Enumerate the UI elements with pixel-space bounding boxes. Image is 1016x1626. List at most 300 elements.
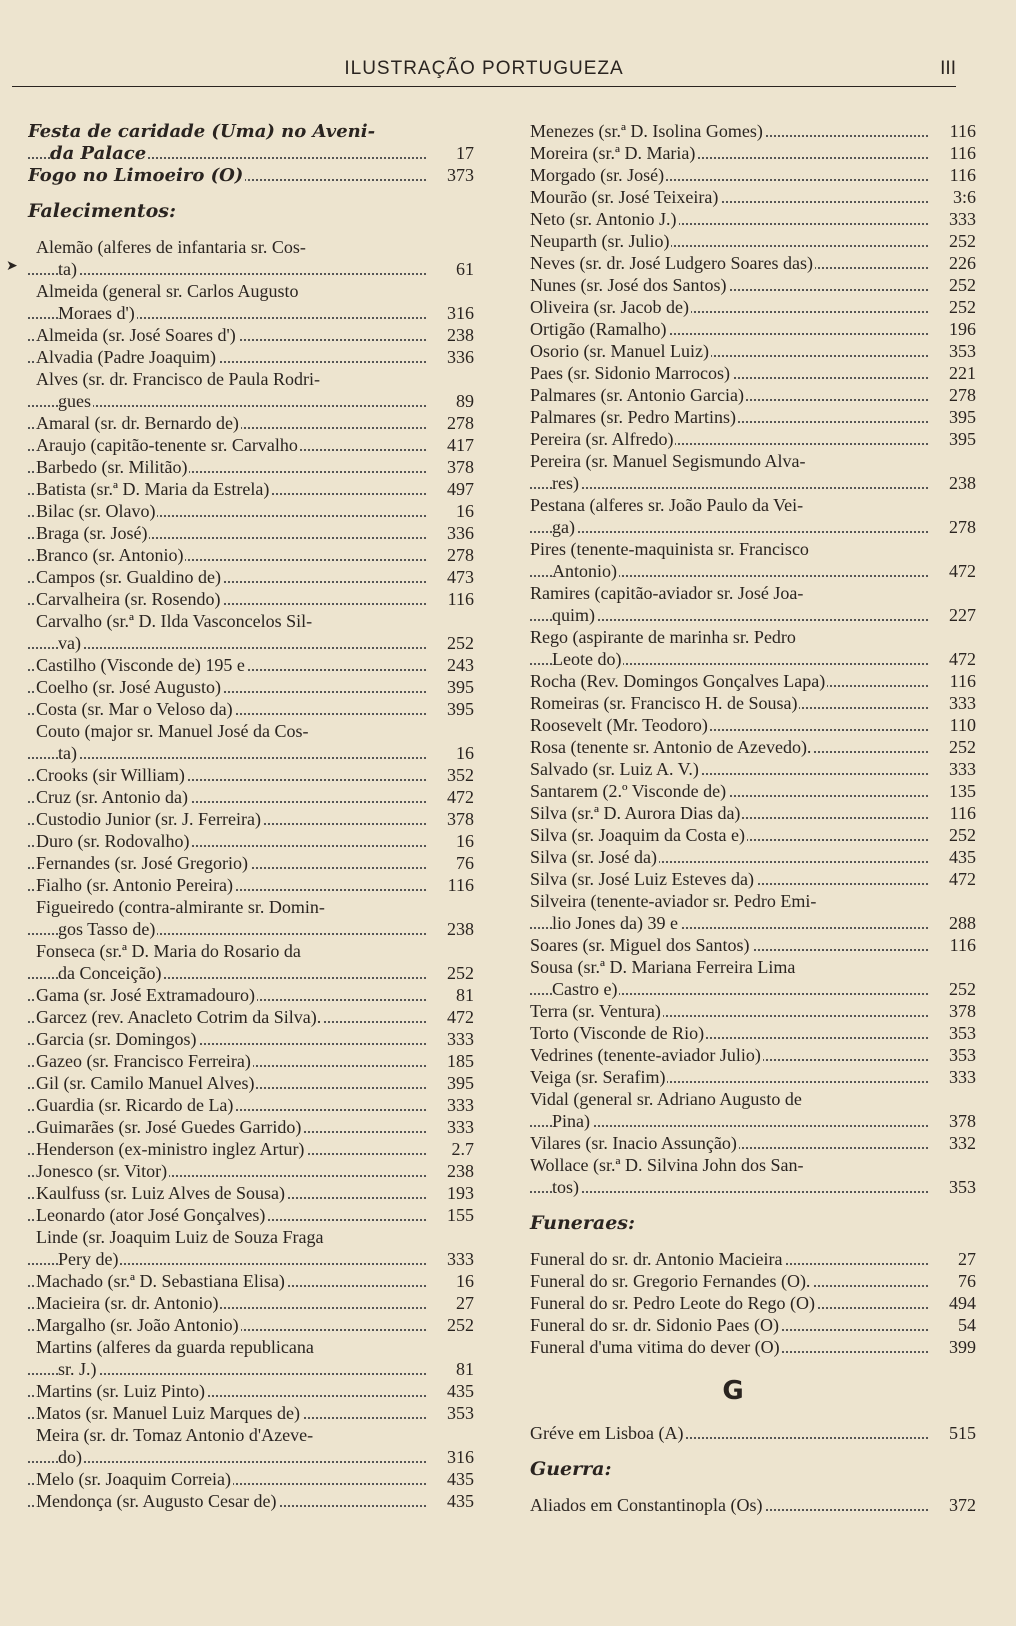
page-ref: 435 (426, 1490, 474, 1512)
page-ref: 278 (928, 384, 976, 406)
page-ref: 333 (426, 1094, 474, 1116)
page-ref: 472 (928, 648, 976, 670)
index-entry (28, 1226, 474, 1248)
entry-text: Santarem (2.º Visconde de) (530, 781, 727, 801)
greve-line (530, 1422, 976, 1444)
index-entry (28, 1402, 474, 1424)
section-letter: G (722, 1376, 744, 1406)
page-ref: 372 (928, 1494, 976, 1516)
entry-text: Silveira (tenente-aviador sr. Pedro Emi- (530, 891, 817, 911)
page-ref: 81 (426, 984, 474, 1006)
page-ref: 316 (426, 1446, 474, 1468)
entry-text: Salvado (sr. Luiz A. V.) (530, 759, 699, 779)
index-entry (530, 978, 976, 1000)
index-entry (28, 412, 474, 434)
index-entry (530, 208, 976, 230)
entry-text: Sousa (sr.ª D. Mariana Ferreira Lima (530, 957, 796, 977)
index-entry (28, 1446, 474, 1468)
entry-text: ga) (552, 517, 575, 537)
entry-text: Terra (sr. Ventura) (530, 1001, 661, 1021)
page-ref: 378 (928, 1110, 976, 1132)
entry-text: Alves (sr. dr. Francisco de Paula Rodri- (36, 369, 320, 389)
page-ref: 473 (426, 566, 474, 588)
index-entry (530, 494, 976, 516)
funeral-entry (530, 1292, 976, 1314)
page-ref: 238 (426, 918, 474, 940)
page-ref: 116 (928, 802, 976, 824)
entry-text: Duro (sr. Rodovalho) (36, 831, 190, 851)
index-entry (530, 428, 976, 450)
page-ref: 333 (426, 1248, 474, 1270)
page-ref: 399 (928, 1336, 976, 1358)
index-entry (28, 566, 474, 588)
festa-entry (28, 120, 474, 164)
page-ref: 435 (426, 1468, 474, 1490)
index-entry (28, 1094, 474, 1116)
index-entry (28, 1424, 474, 1446)
festa-line (28, 142, 474, 164)
index-entry (28, 808, 474, 830)
index-entry (28, 1160, 474, 1182)
page-ref: 353 (928, 1044, 976, 1066)
entry-text: Castilho (Visconde de) 195 e (36, 655, 245, 675)
page-ref: 116 (928, 670, 976, 692)
entry-text: Wollace (sr.ª D. Silvina John dos San- (530, 1155, 804, 1175)
page-ref: 76 (426, 852, 474, 874)
falecimentos-heading: Falecimentos: (28, 200, 177, 222)
entry-text: Fernandes (sr. José Gregorio) (36, 853, 248, 873)
entry-text: Funeral do sr. dr. Antonio Macieira (530, 1249, 783, 1269)
index-entry (28, 324, 474, 346)
entry-text: Fonseca (sr.ª D. Maria do Rosario da (36, 941, 301, 961)
fogo-line (28, 164, 474, 186)
entry-text: res) (552, 473, 579, 493)
entry-text: Barbedo (sr. Militão) (36, 457, 188, 477)
entry-text: Coelho (sr. José Augusto) (36, 677, 222, 697)
index-entry (530, 846, 976, 868)
entry-text: Almeida (sr. José Soares d') (36, 325, 236, 345)
index-entry (530, 406, 976, 428)
index-entry (530, 164, 976, 186)
guerra-heading: Guerra: (530, 1458, 612, 1480)
index-entry (28, 962, 474, 984)
falecimentos-list-left (28, 236, 474, 1512)
page-ref: 472 (426, 1006, 474, 1028)
index-entry (28, 654, 474, 676)
entry-text: Silva (sr. Joaquim da Costa e) (530, 825, 745, 845)
entry-text: Neuparth (sr. Julio) (530, 231, 670, 251)
page-ref: 135 (928, 780, 976, 802)
page-ref: 243 (426, 654, 474, 676)
page-ref: 196 (928, 318, 976, 340)
entry-text: Martins (sr. Luiz Pinto) (36, 1381, 205, 1401)
entry-text: Figueiredo (contra-almirante sr. Domin- (36, 897, 325, 917)
entry-text: Leonardo (ator José Gonçalves) (36, 1205, 266, 1225)
index-entry (530, 736, 976, 758)
page-ref: 353 (928, 340, 976, 362)
entry-text: Morgado (sr. José) (530, 165, 665, 185)
page-ref: 472 (928, 868, 976, 890)
index-entry (530, 318, 976, 340)
index-entry (28, 1358, 474, 1380)
entry-text: va) (58, 633, 81, 653)
entry-text: Soares (sr. Miguel dos Santos) (530, 935, 750, 955)
page-ref: 417 (426, 434, 474, 456)
page-ref: 278 (426, 412, 474, 434)
page-ref: 27 (928, 1248, 976, 1270)
leader-dots (28, 757, 426, 759)
page-ref: 353 (928, 1022, 976, 1044)
page-ref: 352 (426, 764, 474, 786)
index-entry (28, 434, 474, 456)
entry-text: Neto (sr. Antonio J.) (530, 209, 677, 229)
index-entry (530, 538, 976, 560)
index-entry (530, 296, 976, 318)
entry-text: Gil (sr. Camilo Manuel Alves) (36, 1073, 255, 1093)
page-ref: 27 (426, 1292, 474, 1314)
entry-text: da Conceição) (58, 963, 162, 983)
index-entry (28, 742, 474, 764)
entry-text: Rego (aspirante de marinha sr. Pedro (530, 627, 796, 647)
left-column (28, 120, 474, 1512)
index-entry (530, 604, 976, 626)
index-entry (530, 472, 976, 494)
index-entry (28, 940, 474, 962)
page-ref: 16 (426, 742, 474, 764)
page-ref: 238 (426, 1160, 474, 1182)
entry-text: Silva (sr.ª D. Aurora Dias da) (530, 803, 741, 823)
entry-text: Festa de caridade (Uma) no Aveni- (28, 121, 376, 142)
fogo-entry (28, 164, 474, 186)
page-ref: 17 (426, 142, 474, 164)
index-entry (530, 1044, 976, 1066)
page-ref: 252 (928, 296, 976, 318)
entry-text: Funeral do sr. dr. Sidonio Paes (O) (530, 1315, 779, 1335)
entry-text: Castro e) (552, 979, 618, 999)
entry-text: Fialho (sr. Antonio Pereira) (36, 875, 233, 895)
index-entry (28, 764, 474, 786)
page-ref: 185 (426, 1050, 474, 1072)
page-header (12, 56, 956, 87)
index-entry (28, 1292, 474, 1314)
index-entry (28, 1490, 474, 1512)
index-entry (530, 956, 976, 978)
page-ref: 494 (928, 1292, 976, 1314)
page-ref: 116 (928, 934, 976, 956)
entry-text: Antonio) (552, 561, 617, 581)
entry-text: Pereira (sr. Manuel Segismundo Alva- (530, 451, 806, 471)
page-ref: 252 (928, 230, 976, 252)
entry-text: Mendonça (sr. Augusto Cesar de) (36, 1491, 277, 1511)
entry-text: Couto (major sr. Manuel José da Cos- (36, 721, 309, 741)
leader-dots (28, 273, 426, 275)
page-ref: 252 (426, 1314, 474, 1336)
entry-text: Batista (sr.ª D. Maria da Estrela) (36, 479, 270, 499)
index-entry (530, 670, 976, 692)
page-ref: 333 (928, 692, 976, 714)
entry-text: Nunes (sr. José dos Santos) (530, 275, 727, 295)
index-entry (530, 450, 976, 472)
entry-text: Garcez (rev. Anacleto Cotrim da Silva). (36, 1007, 322, 1027)
guerra-entry (530, 1494, 976, 1516)
festa-line (28, 120, 474, 142)
index-entry (530, 560, 976, 582)
funeral-entry (530, 1314, 976, 1336)
index-entry (28, 1072, 474, 1094)
entry-text: Mourão (sr. José Teixeira) (530, 187, 719, 207)
page-ref: 333 (928, 758, 976, 780)
entry-text: Branco (sr. Antonio) (36, 545, 184, 565)
entry-text: do) (58, 1447, 82, 1467)
index-entry (28, 544, 474, 566)
entry-text: Funeral do sr. Gregorio Fernandes (O). (530, 1271, 811, 1291)
entry-text: Gama (sr. José Extramadouro) (36, 985, 255, 1005)
index-entry (530, 758, 976, 780)
page-ref: 252 (928, 736, 976, 758)
page-ref: 16 (426, 1270, 474, 1292)
index-entry (28, 918, 474, 940)
page-ref: 76 (928, 1270, 976, 1292)
entry-text: Machado (sr.ª D. Sebastiana Elisa) (36, 1271, 285, 1291)
index-entry (530, 340, 976, 362)
funeral-entry (530, 1336, 976, 1358)
index-entry (28, 302, 474, 324)
entry-text: Vilares (sr. Inacio Assunção) (530, 1133, 737, 1153)
index-entry (530, 1066, 976, 1088)
page-ref: 336 (426, 346, 474, 368)
leader-dots (28, 1461, 426, 1463)
page-ref: 252 (928, 978, 976, 1000)
entry-text: Veiga (sr. Serafim) (530, 1067, 666, 1087)
entry-text: quim) (552, 605, 595, 625)
page-ref: 472 (928, 560, 976, 582)
index-entry (28, 478, 474, 500)
falecimentos-list-right (530, 120, 976, 1198)
index-entry (28, 1182, 474, 1204)
entry-text: Custodio Junior (sr. J. Ferreira) (36, 809, 261, 829)
index-entry (530, 1132, 976, 1154)
page-number: III (940, 58, 956, 79)
entry-text: Romeiras (sr. Francisco H. de Sousa) (530, 693, 798, 713)
page-ref: 333 (928, 208, 976, 230)
page-ref: 435 (928, 846, 976, 868)
index-entry (530, 1022, 976, 1044)
index-entry (530, 516, 976, 538)
entry-text: Garcia (sr. Domingos) (36, 1029, 197, 1049)
entry-text: Henderson (ex-ministro inglez Artur) (36, 1139, 305, 1159)
page-ref: 16 (426, 830, 474, 852)
page-ref: 378 (426, 456, 474, 478)
entry-text: da Palace (50, 143, 147, 164)
entry-text: Pires (tenente-maquinista sr. Francisco (530, 539, 809, 559)
entry-text: Silva (sr. José Luiz Esteves da) (530, 869, 754, 889)
entry-text: Margalho (sr. João Antonio) (36, 1315, 239, 1335)
page-ref: 221 (928, 362, 976, 384)
page-ref: 336 (426, 522, 474, 544)
leader-dots (28, 647, 426, 649)
index-entry (28, 830, 474, 852)
funeral-entry (530, 1248, 976, 1270)
publication-title: ILUSTRAÇÃO PORTUGUEZA (344, 58, 624, 79)
index-entry (28, 1028, 474, 1050)
entry-text: Alvadia (Padre Joaquim) (36, 347, 216, 367)
page-ref: 61 (426, 258, 474, 280)
index-entry (28, 1006, 474, 1028)
index-entry (28, 280, 474, 302)
entry-text: Moreira (sr.ª D. Maria) (530, 143, 696, 163)
right-column (530, 120, 976, 1516)
page-ref: 252 (928, 274, 976, 296)
index-entry (28, 236, 474, 258)
page-ref: 497 (426, 478, 474, 500)
index-entry (28, 456, 474, 478)
page-ref: 333 (928, 1066, 976, 1088)
entry-text: Ortigão (Ramalho) (530, 319, 667, 339)
index-entry (28, 632, 474, 654)
page-ref: 333 (426, 1028, 474, 1050)
index-entry (28, 1468, 474, 1490)
entry-text: Vidal (general sr. Adriano Augusto de (530, 1089, 802, 1109)
entry-text: ta) (58, 743, 77, 763)
entry-text: Meira (sr. dr. Tomaz Antonio d'Azeve- (36, 1425, 314, 1445)
page-ref: 238 (928, 472, 976, 494)
page-ref: 373 (426, 164, 474, 186)
page-ref: 116 (928, 164, 976, 186)
index-entry (28, 368, 474, 390)
index-entry (28, 1270, 474, 1292)
entry-text: Guimarães (sr. José Guedes Garrido) (36, 1117, 302, 1137)
entry-text: ta) (58, 259, 77, 279)
entry-text: Osorio (sr. Manuel Luiz) (530, 341, 709, 361)
index-entry (530, 648, 976, 670)
entry-text: sr. J.) (58, 1359, 97, 1379)
funeraes-heading: Funeraes: (530, 1212, 635, 1234)
index-entry (28, 610, 474, 632)
page-ref: 378 (426, 808, 474, 830)
index-entry (530, 252, 976, 274)
index-entry (28, 1248, 474, 1270)
entry-text: Almeida (general sr. Carlos Augusto (36, 281, 299, 301)
entry-text: Paes (sr. Sidonio Marrocos) (530, 363, 730, 383)
entry-text: Pestana (alferes sr. João Paulo da Vei- (530, 495, 804, 515)
entry-text: Aliados em Constantinopla (Os) (530, 1495, 763, 1515)
entry-text: gos Tasso de) (58, 919, 156, 939)
index-entry (28, 258, 474, 280)
index-entry (530, 868, 976, 890)
entry-text: Braga (sr. José) (36, 523, 148, 543)
entry-text: Menezes (sr.ª D. Isolina Gomes) (530, 121, 763, 141)
index-entry (530, 780, 976, 802)
index-entry (530, 384, 976, 406)
page-ref: 116 (426, 874, 474, 896)
index-entry (530, 1154, 976, 1176)
entry-text: Martins (alferes da guarda republicana (36, 1337, 314, 1357)
entry-text: Bilac (sr. Olavo) (36, 501, 156, 521)
index-entry (28, 1204, 474, 1226)
leader-dots (530, 487, 928, 489)
entry-text: Gréve em Lisboa (A) (530, 1423, 684, 1443)
page-ref: 353 (928, 1176, 976, 1198)
index-entry (28, 786, 474, 808)
entry-text: Fogo no Limoeiro (O) (28, 165, 244, 186)
index-entry (530, 1110, 976, 1132)
index-entry (530, 912, 976, 934)
entry-text: Rosa (tenente sr. Antonio de Azevedo). (530, 737, 812, 757)
index-entry (530, 692, 976, 714)
entry-text: tos) (552, 1177, 579, 1197)
index-entry (28, 676, 474, 698)
index-entry (28, 390, 474, 412)
index-entry (530, 186, 976, 208)
page-ref: 227 (928, 604, 976, 626)
greve-entry (530, 1422, 976, 1444)
entry-text: Pina) (552, 1111, 590, 1131)
page-ref: 395 (928, 406, 976, 428)
entry-text: Carvalho (sr.ª D. Ilda Vasconcelos Sil- (36, 611, 313, 631)
entry-text: Melo (sr. Joaquim Correia) (36, 1469, 231, 1489)
page-ref: 252 (928, 824, 976, 846)
index-entry (28, 1314, 474, 1336)
index-entry (530, 1000, 976, 1022)
entry-text: Vedrines (tenente-aviador Julio) (530, 1045, 761, 1065)
page-ref: 378 (928, 1000, 976, 1022)
entry-text: Ramires (capitão-aviador sr. José Joa- (530, 583, 804, 603)
entry-text: Palmares (sr. Pedro Martins) (530, 407, 736, 427)
page-ref: 3:6 (928, 186, 976, 208)
index-entry (28, 1138, 474, 1160)
entry-text: Funeral do sr. Pedro Leote do Rego (O) (530, 1293, 815, 1313)
page-ref: 353 (426, 1402, 474, 1424)
page-ref: 16 (426, 500, 474, 522)
index-entry (530, 824, 976, 846)
page-ref: 515 (928, 1422, 976, 1444)
page-ref: 333 (426, 1116, 474, 1138)
index-entry (530, 626, 976, 648)
index-entry (28, 874, 474, 896)
entry-text: Matos (sr. Manuel Luiz Marques de) (36, 1403, 300, 1423)
index-entry (530, 582, 976, 604)
guerra-list (530, 1494, 976, 1516)
entry-text: Costa (sr. Mar o Veloso da) (36, 699, 233, 719)
index-entry (530, 934, 976, 956)
index-entry (530, 120, 976, 142)
index-entry (28, 522, 474, 544)
index-entry (28, 500, 474, 522)
page-ref: 2.7 (426, 1138, 474, 1160)
page-ref: 395 (426, 698, 474, 720)
page-ref: 288 (928, 912, 976, 934)
entry-text: Campos (sr. Gualdino de) (36, 567, 221, 587)
page-ref: 226 (928, 252, 976, 274)
index-entry (530, 890, 976, 912)
entry-text: Amaral (sr. dr. Bernardo de) (36, 413, 239, 433)
entry-text: Silva (sr. José da) (530, 847, 657, 867)
index-entry (530, 274, 976, 296)
index-entry (530, 802, 976, 824)
entry-text: Oliveira (sr. Jacob de) (530, 297, 689, 317)
index-entry (28, 852, 474, 874)
entry-text: Torto (Visconde de Rio) (530, 1023, 705, 1043)
entry-text: lio Jones da) 39 e (552, 913, 678, 933)
page-ref: 193 (426, 1182, 474, 1204)
index-entry (28, 588, 474, 610)
entry-text: Alemão (alferes de infantaria sr. Cos- (36, 237, 306, 257)
page-ref: 252 (426, 962, 474, 984)
entry-text: Linde (sr. Joaquim Luiz de Souza Fraga (36, 1227, 324, 1247)
entry-text: Rocha (Rev. Domingos Gonçalves Lapa) (530, 671, 826, 691)
entry-text: Pery de) (58, 1249, 119, 1269)
entry-text: Crooks (sir William) (36, 765, 185, 785)
